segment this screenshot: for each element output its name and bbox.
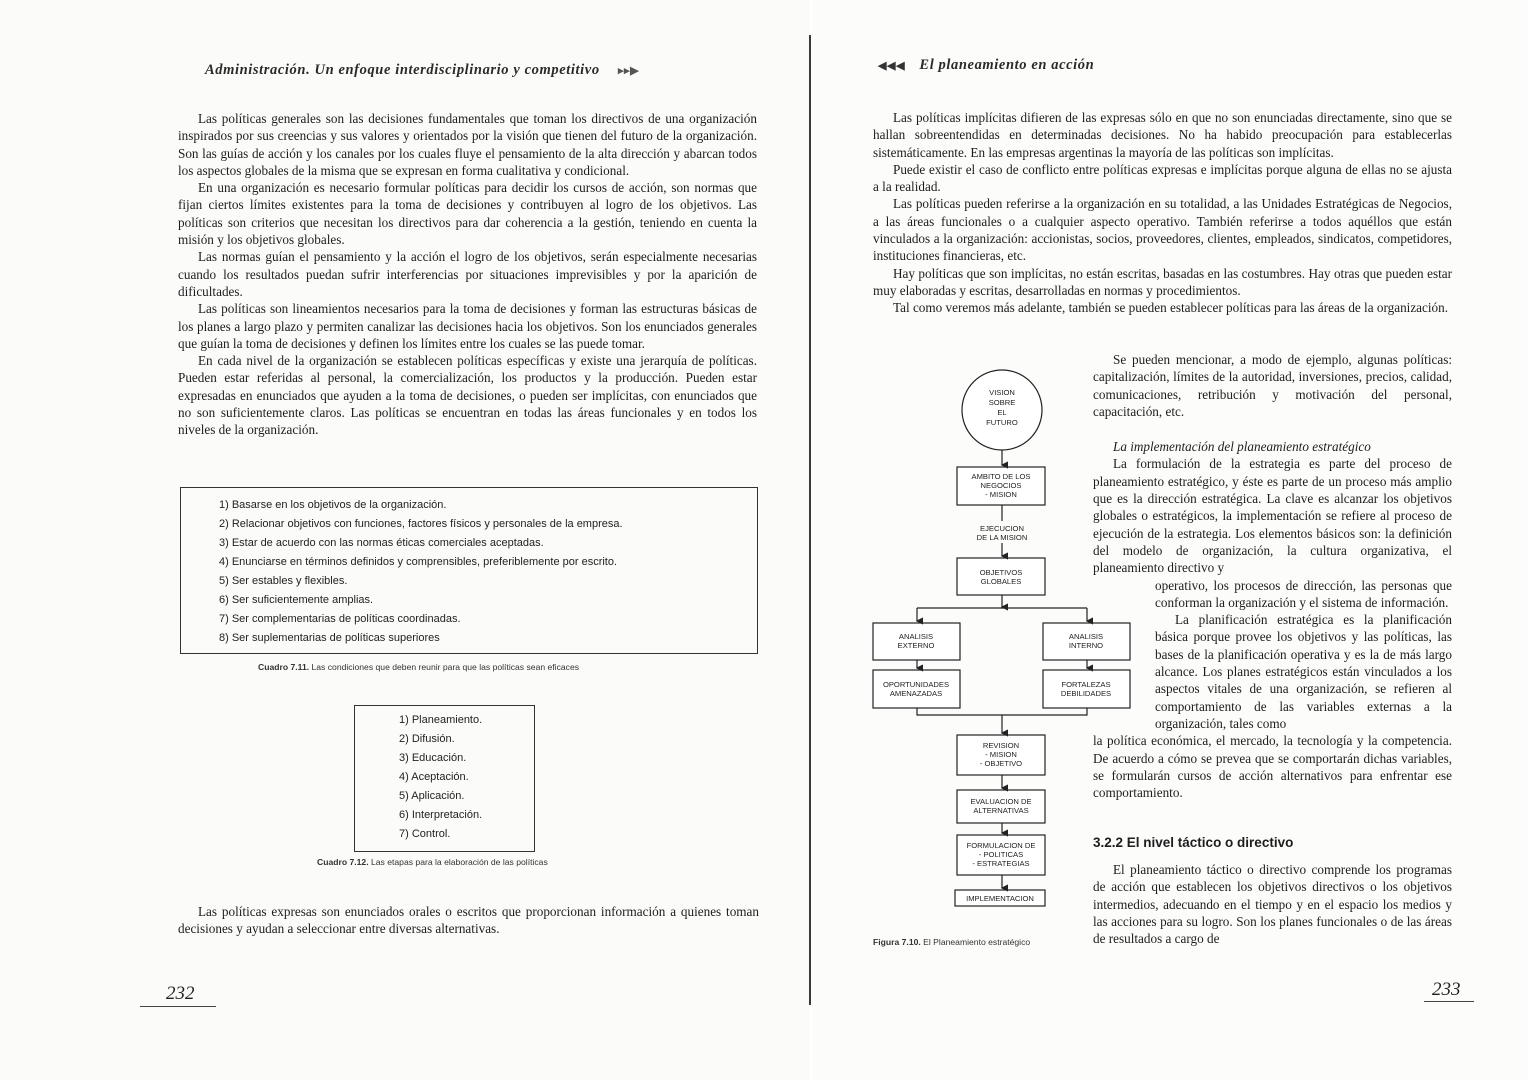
list-item: 8) Ser suplementarias de políticas superiores <box>219 632 440 644</box>
node-label: - POLITICAS <box>978 850 1024 859</box>
table-7-11 <box>180 487 758 654</box>
node-label: FORTALEZAS <box>1061 680 1111 689</box>
paragraph: Puede existir el caso de conflicto entre políticas expresas e implícitas porque alguna de ellas no se ajusta a la realidad. <box>873 161 1452 195</box>
page-number-rule <box>140 1006 216 1007</box>
paragraph: Las políticas expresas son enunciados orales o escritos que proporcionan información a quienes toman decisiones y ayudan a seleccionar entre diversas alternativas. <box>178 904 759 937</box>
node-label: ANALISIS <box>898 632 934 641</box>
list-item: 6) Interpretación. <box>399 809 483 821</box>
caption-text: Las condiciones que deben reunir para que las políticas sean eficaces <box>311 662 580 672</box>
node-label: REVISION <box>982 741 1020 750</box>
running-head-right <box>878 57 1094 74</box>
list-item: 5) Aplicación. <box>399 790 465 802</box>
node-label: VISION <box>989 388 1015 397</box>
edge-label: EJECUCION <box>980 524 1024 533</box>
page-number-rule <box>1424 1001 1474 1002</box>
strategic-planning-flowchart <box>870 365 1135 910</box>
paragraph: operativo, los procesos de dirección, las personas que conforman la organización y el sistema de información. <box>1155 577 1452 610</box>
paragraph: La planificación estratégica es la planificación básica porque provee los objetivos y las políticas, las bases de la planificación operativa y es la de más largo alcance. Los planes estratégicos están vinculados a los aspectos vitales de una organización, se refieren al comportamiento de las variables externas a la organización, tales como <box>1155 612 1452 731</box>
paragraph: la política económica, el mercado, la tecnología y la competencia. De acuerdo a cómo se prevea que se comportarán dichas variables, se formularán cursos de acción alternativos para enfrentar ese comportamiento. <box>1093 733 1452 801</box>
caption-text: El Planeamiento estratégico <box>923 937 1031 947</box>
node-label: - ESTRATEGIAS <box>972 859 1030 868</box>
list-item: 4) Aceptación. <box>399 771 469 783</box>
list-item: 1) Basarse en los objetivos de la organización. <box>219 499 447 511</box>
caption-label: Cuadro 7.12. <box>317 857 369 867</box>
node-label: AMBITO DE LOS <box>971 472 1031 481</box>
list-item: 5) Ser estables y flexibles. <box>219 575 348 587</box>
node-label: AMENAZADAS <box>889 689 943 698</box>
paragraph: Hay políticas que son implícitas, no están escritas, basadas en las costumbres. Hay otras que pueden estar muy elaboradas y escritas, desarrolladas en normas y procedimientos. <box>873 265 1452 298</box>
list-item: 1) Planeamiento. <box>399 714 483 726</box>
list-item: 3) Estar de acuerdo con las normas éticas comerciales aceptadas. <box>219 537 544 549</box>
paragraph: Las políticas pueden referirse a la organización en su totalidad, a las Unidades Estratégicas de Negocios, a las áreas funcionales o a cualquier aspecto operativo. También referirse a todos aquéllos que están vinculados a la organización: accionistas, socios, proveedores, clientes, empleados, sindicatos, competidores, instituciones financieras, etc. <box>873 196 1452 264</box>
right-side-text <box>1093 351 1452 801</box>
caption-label: Cuadro 7.11. <box>258 662 310 672</box>
node-label: - MISION <box>985 750 1017 759</box>
page-number-left: 232 <box>166 983 195 1004</box>
left-closing-text <box>178 903 759 938</box>
node-label: FUTURO <box>986 418 1018 427</box>
node-label: OPORTUNIDADES <box>882 680 950 689</box>
list-item: 7) Ser complementarias de políticas coordinadas. <box>219 613 461 625</box>
left-body-text <box>178 110 757 439</box>
section-text <box>1093 861 1452 947</box>
page-number-right: 233 <box>1432 979 1461 1000</box>
list-item: 4) Enunciarse en términos definidos y comprensibles, preferiblemente por escrito. <box>219 556 618 568</box>
right-page <box>812 0 1528 1080</box>
list-item: 6) Ser suficientemente amplias. <box>219 594 374 606</box>
node-label: DEBILIDADES <box>1060 689 1112 698</box>
node-label: OBJETIVOS <box>979 568 1023 577</box>
figure-caption <box>873 937 1030 947</box>
subheading: La implementación del planeamiento estratégico <box>1113 439 1371 455</box>
list-item: 7) Control. <box>399 828 451 840</box>
running-head-left <box>205 62 639 79</box>
node-label: ALTERNATIVAS <box>973 806 1029 815</box>
node-label: NEGOCIOS <box>980 481 1022 490</box>
caption-7-12 <box>317 857 548 867</box>
book-gutter <box>809 35 811 1005</box>
paragraph: Las políticas son lineamientos necesarios para la toma de decisiones y forman las estructuras básicas de los planes a largo plazo y permiten canalizar las decisiones hacia los objetivos. Son los enunciados generales que guían la toma de decisiones y definen los límites entre los cuales se las puede tomar. <box>178 301 757 351</box>
running-head-title: Administración. Un enfoque interdisciplinario y competitivo <box>205 62 600 78</box>
list-item: 3) Educación. <box>399 752 467 764</box>
caption-label: Figura 7.10. <box>873 937 921 947</box>
running-head-arrows: ▸▸▶ <box>617 65 640 77</box>
caption-7-11 <box>258 662 579 672</box>
section-heading: 3.2.2 El nivel táctico o directivo <box>1093 835 1294 850</box>
caption-text: Las etapas para la elaboración de las políticas <box>370 857 548 867</box>
node-label: EXTERNO <box>897 641 935 650</box>
paragraph: La formulación de la estrategia es parte del proceso de planeamiento estratégico, y éste es parte de un proceso más amplio que es la dirección estratégica. La clave es alcanzar los objetivos globales o estratégicos, la implementación se refiere al proceso de ejecución de la estrategia. Los elementos básicos son: la definición del modelo de organización, la cultura organizativa, el planeamiento directivo y <box>1093 456 1452 576</box>
node-label: FORMULACION DE <box>966 841 1036 850</box>
node-label: SOBRE <box>988 398 1016 407</box>
node-label: EL <box>997 408 1007 417</box>
node-label: - MISION <box>985 490 1017 499</box>
running-head-arrows: ◀◀◀ <box>878 60 906 72</box>
paragraph: El planeamiento táctico o directivo comprende los programas de acción que establecen los objetivos directivos o los objetivos intermedios, adecuando en el tiempo y en el espacio los medios y las acciones para su logro. Son los planes funcionales o de las áreas de resultados a cargo de <box>1093 862 1452 947</box>
node-label: GLOBALES <box>980 577 1022 586</box>
paragraph: En cada nivel de la organización se establecen políticas específicas y existe una jerarquía de políticas. Pueden estar referidas al personal, la comercialización, los productos y la producción. Pueden estar expresadas en enunciados que ayuden a la toma de decisiones, o pueden ser implícitas, con enunciados que no son suficientemente claros. Las políticas se encuentran en todas las áreas funcionales y en todos los niveles de la organización. <box>178 353 757 438</box>
paragraph: Tal como veremos más adelante, también se pueden establecer políticas para las áreas de la organización. <box>893 300 1449 316</box>
running-head-title: El planeamiento en acción <box>919 57 1095 73</box>
node-label: - OBJETIVO <box>979 759 1023 768</box>
list-item: 2) Relacionar objetivos con funciones, factores físicos y personales de la empresa. <box>219 518 623 530</box>
list-item: 2) Difusión. <box>399 733 455 745</box>
paragraph: En una organización es necesario formular políticas para decidir los cursos de acción, son normas que fijan ciertos límites existentes para la toma de decisiones y contribuyen al logro de los objetivos. Las políticas son criterios que necesitan los directivos para dar coherencia a la gestión, teniendo en cuenta la misión y los objetivos globales. <box>178 180 757 248</box>
node-label: IMPLEMENTACION <box>966 894 1034 903</box>
edge-label: DE LA MISION <box>976 533 1028 542</box>
paragraph: Se pueden mencionar, a modo de ejemplo, algunas políticas: capitalización, límites de la autoridad, inversiones, precios, calidad, comunicaciones, retribución y motivación del personal, capacitación, etc. <box>1093 352 1452 419</box>
paragraph: Las normas guían el pensamiento y la acción el logro de los objetivos, serán especialmente necesarias cuando los resultados puedan sufrir interferencias por situaciones imprevisibles y por la aparición de dificultades. <box>178 249 757 299</box>
paragraph: Las políticas generales son las decisiones fundamentales que toman los directivos de una organización inspirados por sus creencias y sus valores y orientados por la visión que tienen del futuro de la organización. Son las guías de acción y los canales por los cuales fluye el pensamiento de la alta dirección y abarcan todos los aspectos globales de la misma que se expresan en forma cualitativa y condicional. <box>178 111 757 178</box>
node-label: INTERNO <box>1068 641 1104 650</box>
node-label: EVALUACION DE <box>970 797 1032 806</box>
paragraph: Las políticas implícitas difieren de las expresas sólo en que no son enunciadas directamente, sino que se hallan sobreentendidas en determinadas decisiones. No ha habido preocupación para establecerlas sistemáticamente. En las empresas argentinas la mayoría de las políticas son implícitas. <box>873 110 1452 160</box>
table-7-12 <box>354 705 535 852</box>
right-body-text <box>873 109 1452 317</box>
node-label: ANALISIS <box>1068 632 1104 641</box>
